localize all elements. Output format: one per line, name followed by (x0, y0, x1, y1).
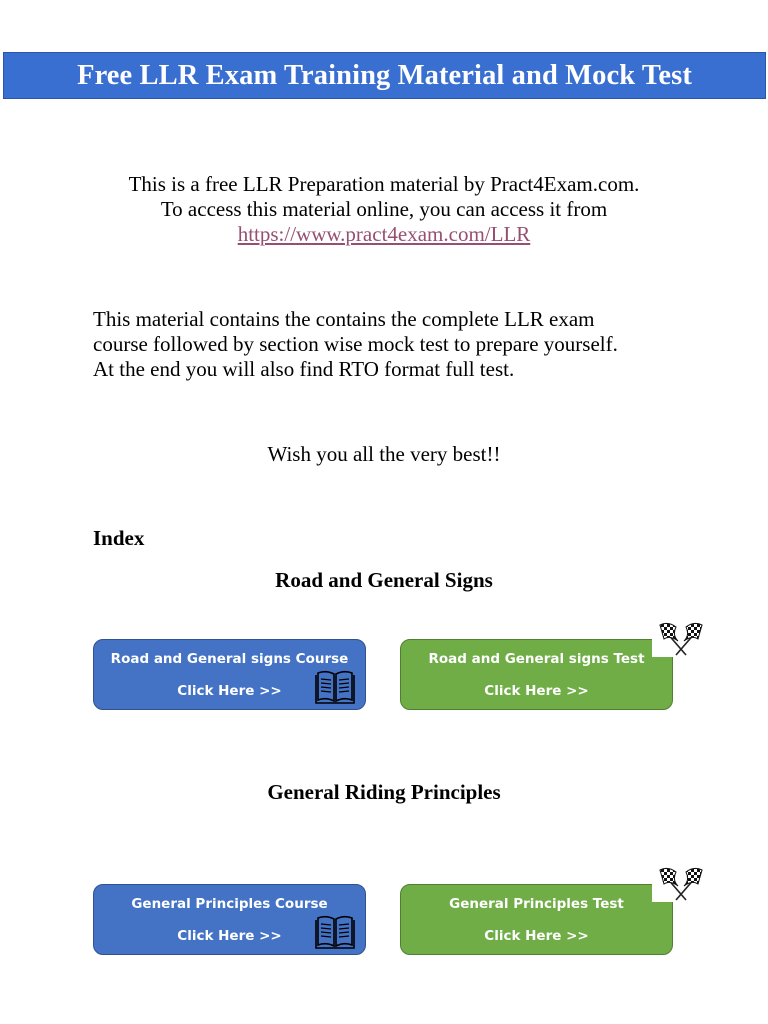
intro-block (0, 172, 768, 247)
book-icon (313, 914, 357, 952)
checkered-flags-icon (652, 866, 710, 902)
description-line-1: This material contains the contains the complete LLR exam (93, 307, 595, 331)
button-action: Click Here >> (177, 928, 282, 944)
intro-line-1: This is a free LLR Preparation material by Pract4Exam.com. (128, 172, 640, 196)
description-paragraph (93, 307, 713, 382)
wish-text: Wish you all the very best!! (267, 442, 501, 466)
general-principles-course-button[interactable] (93, 884, 366, 955)
index-heading: Index (93, 526, 145, 550)
button-label: Road and General signs Test (428, 651, 645, 667)
road-signs-test-button[interactable] (400, 639, 673, 710)
description-line-3: At the end you will also find RTO format full test. (93, 357, 515, 381)
button-label: General Principles Course (131, 896, 328, 912)
page-title: Free LLR Exam Training Material and Mock Test (77, 59, 692, 91)
material-link[interactable]: https://www.pract4exam.com/LLR (237, 222, 531, 246)
description-line-2: course followed by section wise mock test to prepare yourself. (93, 332, 618, 356)
checkered-flags-icon (652, 621, 710, 657)
button-action: Click Here >> (484, 928, 589, 944)
button-action: Click Here >> (484, 683, 589, 699)
intro-line-2: To access this material online, you can access it from (160, 197, 608, 221)
section-title-riding-principles: General Riding Principles (267, 780, 501, 804)
general-principles-test-button[interactable] (400, 884, 673, 955)
title-banner (3, 52, 766, 99)
button-action: Click Here >> (177, 683, 282, 699)
section-title-road-signs: Road and General Signs (275, 568, 493, 592)
button-label: Road and General signs Course (110, 651, 349, 667)
button-label: General Principles Test (449, 896, 624, 912)
book-icon (313, 669, 357, 707)
road-signs-course-button[interactable] (93, 639, 366, 710)
